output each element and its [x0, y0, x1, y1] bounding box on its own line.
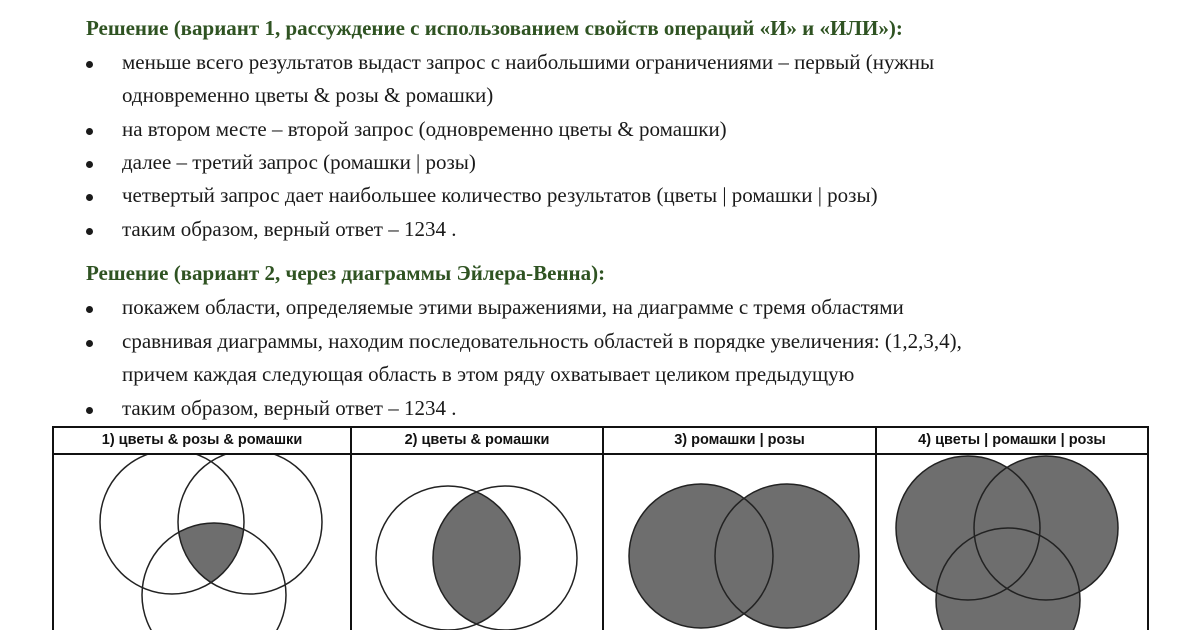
venn-diagram-3 — [604, 455, 875, 630]
bullet-dot — [86, 61, 93, 68]
bullet-6-line-1: покажем области, определяемые этими выражениями, на диаграмме с тремя областями — [122, 295, 904, 319]
bullet-4-line-1: четвертый запрос дает наибольшее количество результатов (цветы | ромашки | розы) — [122, 183, 878, 207]
venn-cell-1 — [54, 428, 352, 630]
bullet-dot — [86, 228, 93, 235]
venn-label-2: 2) цветы & ромашки — [352, 428, 602, 455]
bullet-8-line-1: таким образом, верный ответ – 1234 . — [122, 396, 457, 420]
solution-heading-variant-2: Решение (вариант 2, через диаграммы Эйлера-Венна): — [86, 261, 606, 285]
venn-cell-2 — [352, 428, 604, 630]
venn-cell-4 — [877, 428, 1147, 630]
venn-cell-3 — [604, 428, 877, 630]
venn-diagram-4 — [877, 455, 1145, 630]
bullet-dot — [86, 340, 93, 347]
venn-diagrams-table — [52, 426, 1149, 630]
bullet-dot — [86, 306, 93, 313]
solution-heading-variant-1: Решение (вариант 1, рассуждение с использованием свойств операций «И» и «ИЛИ»): — [86, 16, 903, 40]
bullet-3-line-1: далее – третий запрос (ромашки | розы) — [122, 150, 476, 174]
venn-label-1: 1) цветы & розы & ромашки — [54, 428, 350, 455]
bullet-1-line-1: меньше всего результатов выдаст запрос с наибольшими ограничениями – первый (нужны — [122, 50, 935, 74]
bullet-2-line-1: на втором месте – второй запрос (одновременно цветы & ромашки) — [122, 117, 727, 141]
venn-label-3: 3) ромашки | розы — [604, 428, 875, 455]
bullet-dot — [86, 407, 93, 414]
bullet-5-line-1: таким образом, верный ответ – 1234 . — [122, 217, 457, 241]
bullet-dot — [86, 194, 93, 201]
bullet-dot — [86, 161, 93, 168]
venn-diagram-1 — [54, 455, 350, 630]
venn-label-4: 4) цветы | ромашки | розы — [877, 428, 1147, 455]
bullet-1-line-2: одновременно цветы & розы & ромашки) — [122, 83, 494, 107]
bullet-dot — [86, 128, 93, 135]
venn-1-shaded-region — [142, 523, 286, 630]
venn-diagram-2 — [352, 455, 602, 630]
bullet-7-line-1: сравнивая диаграммы, находим последовательность областей в порядке увеличения: (1,2,3,4), — [122, 329, 962, 353]
bullet-7-line-2: причем каждая следующая область в этом ряду охватывает целиком предыдущую — [122, 362, 855, 386]
